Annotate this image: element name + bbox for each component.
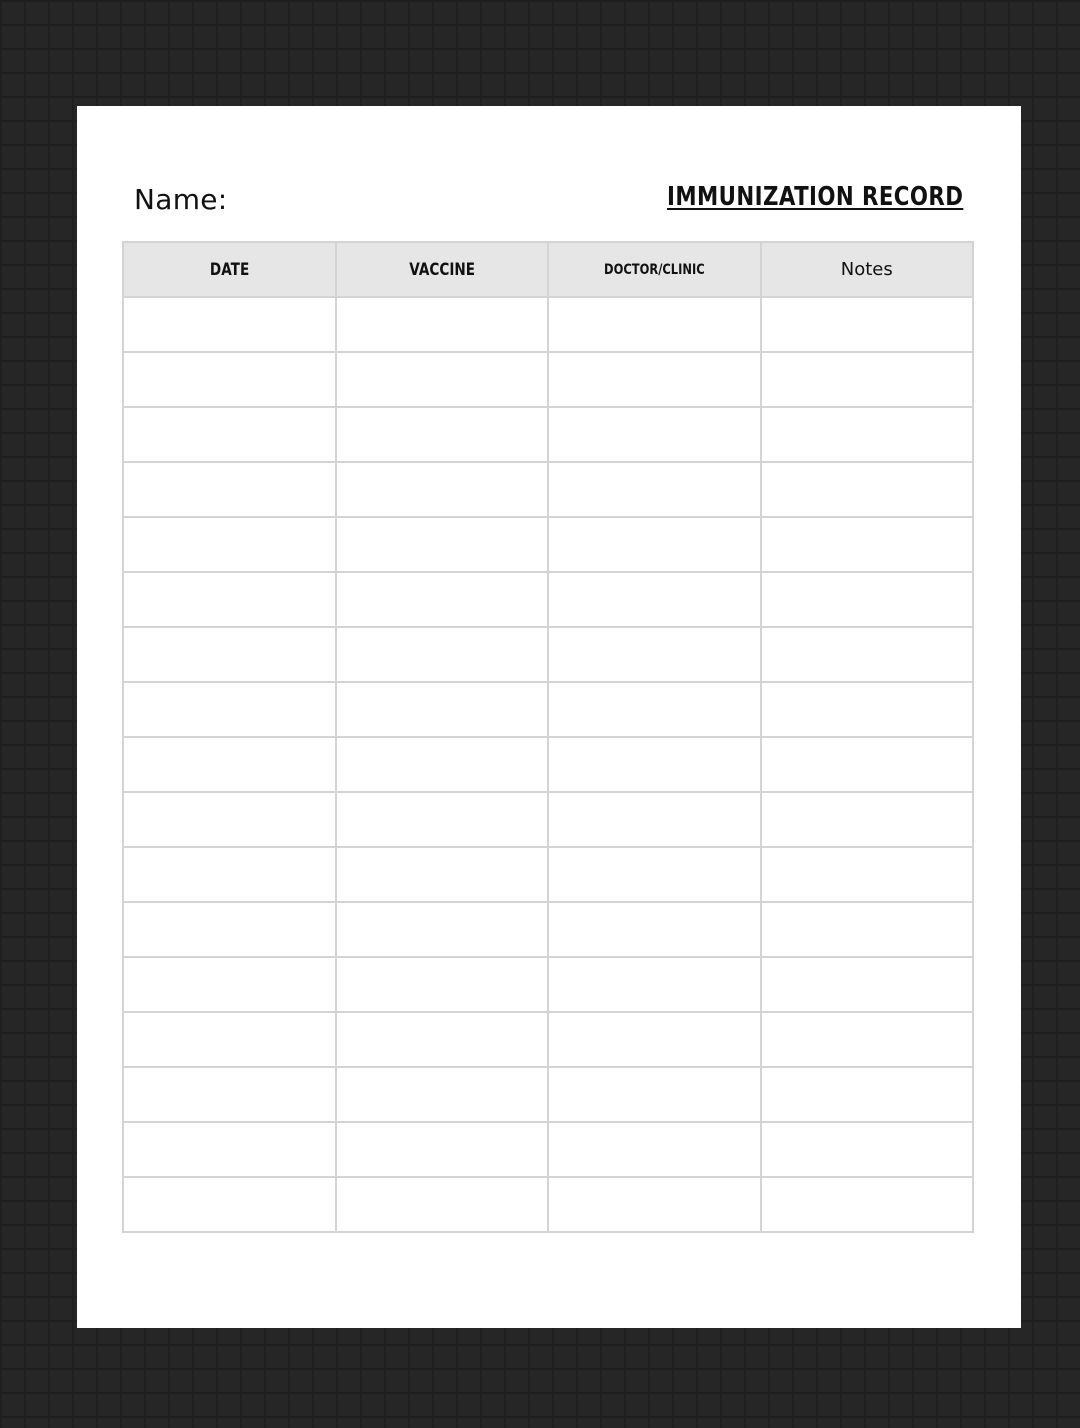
cell-notes[interactable]	[761, 407, 974, 462]
cell-vaccine[interactable]	[336, 1177, 549, 1232]
table-row	[123, 1012, 973, 1067]
cell-date[interactable]	[123, 1012, 336, 1067]
cell-date[interactable]	[123, 902, 336, 957]
cell-doctor-clinic[interactable]	[548, 297, 761, 352]
cell-notes[interactable]	[761, 297, 974, 352]
cell-notes[interactable]	[761, 737, 974, 792]
cell-doctor-clinic[interactable]	[548, 462, 761, 517]
cell-notes[interactable]	[761, 847, 974, 902]
cell-notes[interactable]	[761, 957, 974, 1012]
cell-date[interactable]	[123, 737, 336, 792]
cell-date[interactable]	[123, 1122, 336, 1177]
table-row	[123, 297, 973, 352]
cell-date[interactable]	[123, 462, 336, 517]
table-row	[123, 572, 973, 627]
column-header-doctor-clinic	[548, 242, 761, 297]
table-body	[123, 297, 973, 1232]
cell-vaccine[interactable]	[336, 682, 549, 737]
column-header-vaccine	[336, 242, 549, 297]
cell-vaccine[interactable]	[336, 572, 549, 627]
cell-notes[interactable]	[761, 902, 974, 957]
cell-date[interactable]	[123, 792, 336, 847]
table-row	[123, 957, 973, 1012]
cell-doctor-clinic[interactable]	[548, 957, 761, 1012]
cell-doctor-clinic[interactable]	[548, 737, 761, 792]
cell-notes[interactable]	[761, 1122, 974, 1177]
cell-doctor-clinic[interactable]	[548, 847, 761, 902]
cell-date[interactable]	[123, 352, 336, 407]
cell-vaccine[interactable]	[336, 1012, 549, 1067]
table-row	[123, 847, 973, 902]
table-row	[123, 737, 973, 792]
cell-notes[interactable]	[761, 682, 974, 737]
column-header-notes-label: Notes	[840, 259, 893, 280]
immunization-table	[122, 241, 974, 1233]
cell-vaccine[interactable]	[336, 297, 549, 352]
cell-date[interactable]	[123, 297, 336, 352]
table-row	[123, 1122, 973, 1177]
cell-vaccine[interactable]	[336, 1122, 549, 1177]
table-row	[123, 682, 973, 737]
cell-vaccine[interactable]	[336, 407, 549, 462]
cell-notes[interactable]	[761, 792, 974, 847]
cell-date[interactable]	[123, 517, 336, 572]
table-row	[123, 902, 973, 957]
cell-date[interactable]	[123, 1067, 336, 1122]
cell-notes[interactable]	[761, 627, 974, 682]
column-header-doctor-clinic-label: DOCTOR/CLINIC	[603, 261, 705, 278]
cell-date[interactable]	[123, 847, 336, 902]
cell-doctor-clinic[interactable]	[548, 1177, 761, 1232]
cell-doctor-clinic[interactable]	[548, 627, 761, 682]
table-row	[123, 792, 973, 847]
cell-date[interactable]	[123, 682, 336, 737]
printable-sheet	[77, 106, 1021, 1328]
cell-vaccine[interactable]	[336, 792, 549, 847]
cell-doctor-clinic[interactable]	[548, 352, 761, 407]
cell-doctor-clinic[interactable]	[548, 792, 761, 847]
cell-date[interactable]	[123, 1177, 336, 1232]
column-header-vaccine-label: VACCINE	[408, 259, 475, 280]
column-header-notes	[761, 242, 974, 297]
cell-doctor-clinic[interactable]	[548, 1122, 761, 1177]
table-row	[123, 352, 973, 407]
cell-vaccine[interactable]	[336, 462, 549, 517]
cell-doctor-clinic[interactable]	[548, 682, 761, 737]
name-label: Name:	[134, 183, 228, 216]
cell-vaccine[interactable]	[336, 352, 549, 407]
cell-doctor-clinic[interactable]	[548, 517, 761, 572]
cell-doctor-clinic[interactable]	[548, 902, 761, 957]
cell-vaccine[interactable]	[336, 847, 549, 902]
table-row	[123, 517, 973, 572]
cell-date[interactable]	[123, 957, 336, 1012]
cell-notes[interactable]	[761, 1177, 974, 1232]
cell-notes[interactable]	[761, 1012, 974, 1067]
cell-vaccine[interactable]	[336, 627, 549, 682]
header-row	[123, 242, 973, 297]
table-row	[123, 627, 973, 682]
page-title: IMMUNIZATION RECORD	[666, 182, 963, 212]
table-row	[123, 1177, 973, 1232]
cell-doctor-clinic[interactable]	[548, 1067, 761, 1122]
cell-date[interactable]	[123, 572, 336, 627]
cell-vaccine[interactable]	[336, 902, 549, 957]
cell-vaccine[interactable]	[336, 957, 549, 1012]
cell-notes[interactable]	[761, 572, 974, 627]
cell-notes[interactable]	[761, 352, 974, 407]
table-row	[123, 462, 973, 517]
cell-vaccine[interactable]	[336, 737, 549, 792]
cell-doctor-clinic[interactable]	[548, 1012, 761, 1067]
cell-doctor-clinic[interactable]	[548, 407, 761, 462]
cell-date[interactable]	[123, 407, 336, 462]
column-header-date	[123, 242, 336, 297]
cell-date[interactable]	[123, 627, 336, 682]
cell-notes[interactable]	[761, 517, 974, 572]
cell-notes[interactable]	[761, 1067, 974, 1122]
cell-vaccine[interactable]	[336, 1067, 549, 1122]
column-header-date-label: DATE	[209, 259, 249, 280]
cell-notes[interactable]	[761, 462, 974, 517]
table-row	[123, 407, 973, 462]
cell-vaccine[interactable]	[336, 517, 549, 572]
cell-doctor-clinic[interactable]	[548, 572, 761, 627]
table-row	[123, 1067, 973, 1122]
